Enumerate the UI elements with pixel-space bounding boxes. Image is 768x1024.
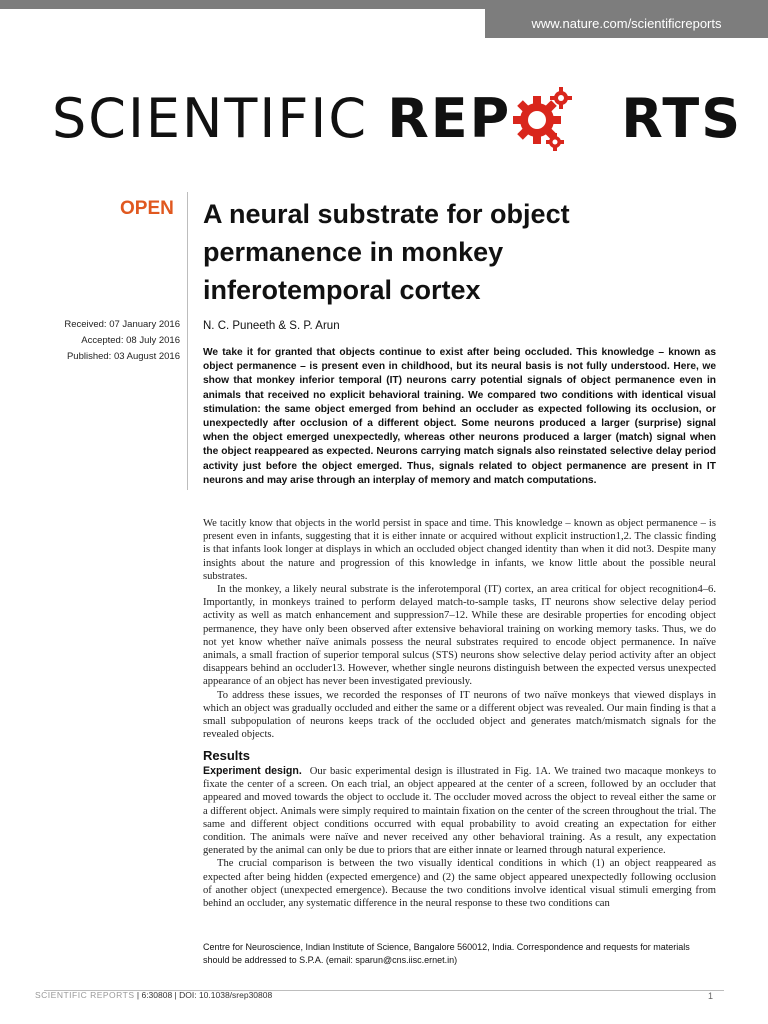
intro-paragraph-2: In the monkey, a likely neural substrate is the inferotemporal (IT) cortex, an area critical for object recognition4–6. Importantly, in monkeys trained to perform delayed match-to-sample tasks, IT neurons show selective delay period activity as well as match enhancement and suppression7–12. While these are desirable properties for encoding object permanence, they have only been observed after extensive behavioral training on working memory tasks. Thus, we do not yet know whether naïve animals possess the neural substrates required to encode object permanence. In naïve animals, a small fraction of superior temporal sulcus (STS) neurons show selective delay period activity after an object disappears behind an occluder13. However, whether single neurons distinguish between the expected versus unexpected appearance of an object has never been investigated previously. bbox=[203, 584, 716, 688]
intro-paragraph-3: To address these issues, we recorded the responses of IT neurons of two naïve monkeys that viewed displays in which an object was gradually occluded and either the same or a different object was revealed. Our main finding is that a small subpopulation of neurons keeps track of the occluded object and generates match/mismatch signals for the revealed objects. bbox=[203, 689, 716, 741]
sidebar-divider bbox=[187, 192, 188, 490]
journal-url[interactable]: www.nature.com/scientificreports bbox=[485, 9, 768, 38]
received-date: Received: 07 January 2016 bbox=[64, 319, 180, 330]
masthead-text-rts: RTS bbox=[621, 87, 743, 150]
published-date: Published: 03 August 2016 bbox=[66, 351, 180, 362]
footer-doi[interactable]: | 6:30808 | DOI: 10.1038/srep30808 bbox=[134, 990, 273, 1000]
page-number: 1 bbox=[707, 991, 713, 1001]
footer-journal-name: SCIENTIFIC REPORTS bbox=[35, 990, 135, 1000]
results-section bbox=[203, 765, 716, 910]
author-list: N. C. Puneeth & S. P. Arun bbox=[203, 320, 340, 332]
open-access-label: OPEN bbox=[120, 198, 174, 219]
masthead-text-rep: REP bbox=[387, 87, 512, 150]
experiment-design-subheading: Experiment design. bbox=[203, 765, 302, 777]
introduction bbox=[203, 517, 716, 741]
affiliation-note: Centre for Neuroscience, Indian Institute of Science, Bangalore 560012, India. Correspondence and requests for materials should be addressed to S.P.A. (email: sparun@cns.iisc.ernet.in) bbox=[203, 942, 690, 965]
intro-paragraph-1: We tacitly know that objects in the world persist in space and time. This knowledge – known as object permanence – is present even in infants, suggesting that it is either innate or acquired without explicit instruction1,2. The classic finding is that infants look longer at displays in which an occluded object changed identity than when it did not3. Despite many insights about the nature and progression of this knowledge in infants, we know little about the possible neural substrates. bbox=[203, 518, 716, 582]
results-paragraph-2: The crucial comparison is between the two visually identical conditions in which (1) an object reappeared as expected after being hidden (expected emergence) and (2) the same object appeared unexpectedly following occlusion of another object (unexpected emergence). Because the two conditions involve identical visual stimuli emerging from behind an occluder, any systematic difference in the neural response to these two conditions can bbox=[203, 858, 716, 910]
accepted-date: Accepted: 08 July 2016 bbox=[81, 335, 180, 346]
article-title: A neural substrate for object permanence in monkey inferotemporal cortex bbox=[203, 199, 570, 305]
masthead-text-part1: SCIENTIFIC bbox=[52, 87, 388, 150]
journal-masthead bbox=[52, 84, 742, 154]
top-bar bbox=[0, 0, 768, 9]
results-heading: Results bbox=[203, 748, 250, 763]
gears-logo-icon bbox=[511, 84, 621, 154]
results-paragraph-1 bbox=[203, 765, 716, 857]
article-dates bbox=[64, 317, 180, 365]
footer-citation bbox=[35, 990, 272, 1000]
results-paragraph-1-text: Our basic experimental design is illustrated in Fig. 1A. We trained two macaque monkeys to fixate the center of a screen. On each trial, an object appeared at the center of a screen, followed by an occluder that appeared and moved towards the object to occlude it. The occluder moved across the object to reveal either the same or a different object. Animals were simply required to maintain fixation on the center of the screen throughout the trial. The same and different object conditions occurred with equal probability to avoid creating an expectation for either condition. The animals were naïve and never received any other behavioral training. As a result, any expectation generated by the animal can only be due to priors that are either innate or learned through natural experience. bbox=[203, 766, 716, 857]
abstract: We take it for granted that objects continue to exist after being occluded. This knowledge – known as object permanence – is present even in childhood, but its neural basis is not fully understood. Here, we show that monkey inferior temporal (IT) neurons carry potential signals of object permanence even in animals that received no explicit behavioral training. We compared two conditions with identical visual stimulation: the same object emerged from behind an occluder as expected following its occlusion, or unexpectedly after occlusion of a different object. Some neurons produced a larger (surprise) signal when the object emerged unexpectedly, whereas other neurons produced a larger (match) signal when the object reappeared as expected. Neurons carrying match signals also reinstated selective delay period activity just before the object emerged. Thus, signals related to object permanence are present in IT neurons and may arise through an interplay of memory and match computations. bbox=[203, 347, 716, 486]
